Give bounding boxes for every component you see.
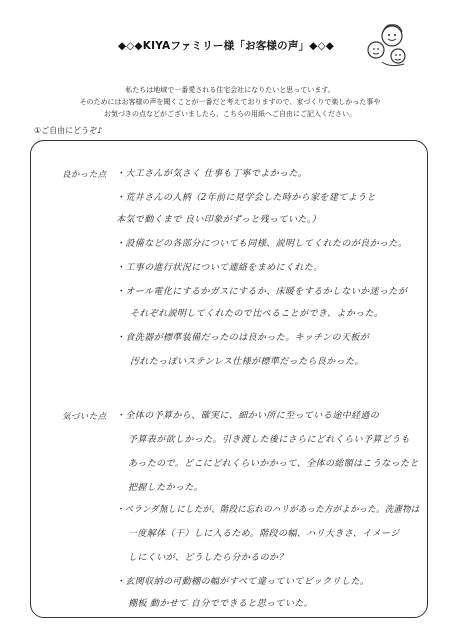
notice-points-label: 気づいた点 [62,412,107,422]
handwritten-line: 棚板 動かせて 自分でできると思っていた。 [128,599,314,609]
handwritten-line: 汚れたっぽいステンレス仕様が標準だったら良かった。 [130,357,364,367]
handwritten-line: 本気で動くまで 良い印象がずっと残っていた。） [116,215,322,225]
intro-line: 私たちは地域で一番愛される住宅会社になりたいと思っています。 [125,86,335,94]
handwritten-line: ・大工さんが気さく 仕事も丁寧でよかった。 [116,169,308,179]
handwritten-line: ・設備などの各部分についても同様、説明してくれたのが良かった。 [116,239,408,249]
handwritten-line: 把握したかった。 [128,483,204,493]
handwritten-line: しにくいが、どうしたら分かるのか？ [128,553,288,563]
handwritten-line: ・食洗器が標準装備だったのは良かった。キッチンの天板が [116,333,370,343]
handwritten-line: 一度解体（干）しに入るため。階段の幅、ハリ大きさ、イメージ [128,529,400,539]
family-faces-icon [362,22,410,70]
intro-line: お気づきの点などがございましたら、こちらの用紙へご自由にご記入ください。 [104,110,356,118]
free-comment-prompt: ①ご自由にどうぞ♪ [34,126,103,135]
intro-line: そのためにはお客様の声を聞くことが一番だと考えておりますので、家づくりで楽しかった事や [79,98,381,106]
handwritten-line: ・ベランダ無しにしたが、階段に忘れのハリがあった方がよかった。洗濯物は [116,505,420,515]
handwritten-line: ・荒井さんの人柄（2年前に見学会した時から家を建てようと [116,193,376,203]
handwritten-line: ・工事の進行状況について連絡をまめにくれた。 [116,263,323,273]
intro-text [40,84,420,120]
page-title: ◆◇◆KIYAファミリー様「お客様の声」◆◇◆ [117,40,335,52]
good-points-label: 良かった点 [62,170,107,180]
handwritten-line: 予算表が欲しかった。引き渡した後にさらにどれくらい予算どうも [128,435,411,445]
handwritten-line: ・全体の予算から、確実に、細かい所に至っている途中経過の [116,411,380,421]
handwritten-line: ・オール電化にするかガスにするか、床暖をするかしないか迷ったが [116,287,408,297]
handwritten-line: あったので。どこにどれくらいかかって、全体の総額はこうなったと [128,459,419,469]
handwritten-line: それぞれ説明してくれたので比べることができ、よかった。 [130,309,384,319]
handwritten-line: ・玄関収納の可動棚の幅がすべて違っていてビックリした。 [116,577,370,587]
